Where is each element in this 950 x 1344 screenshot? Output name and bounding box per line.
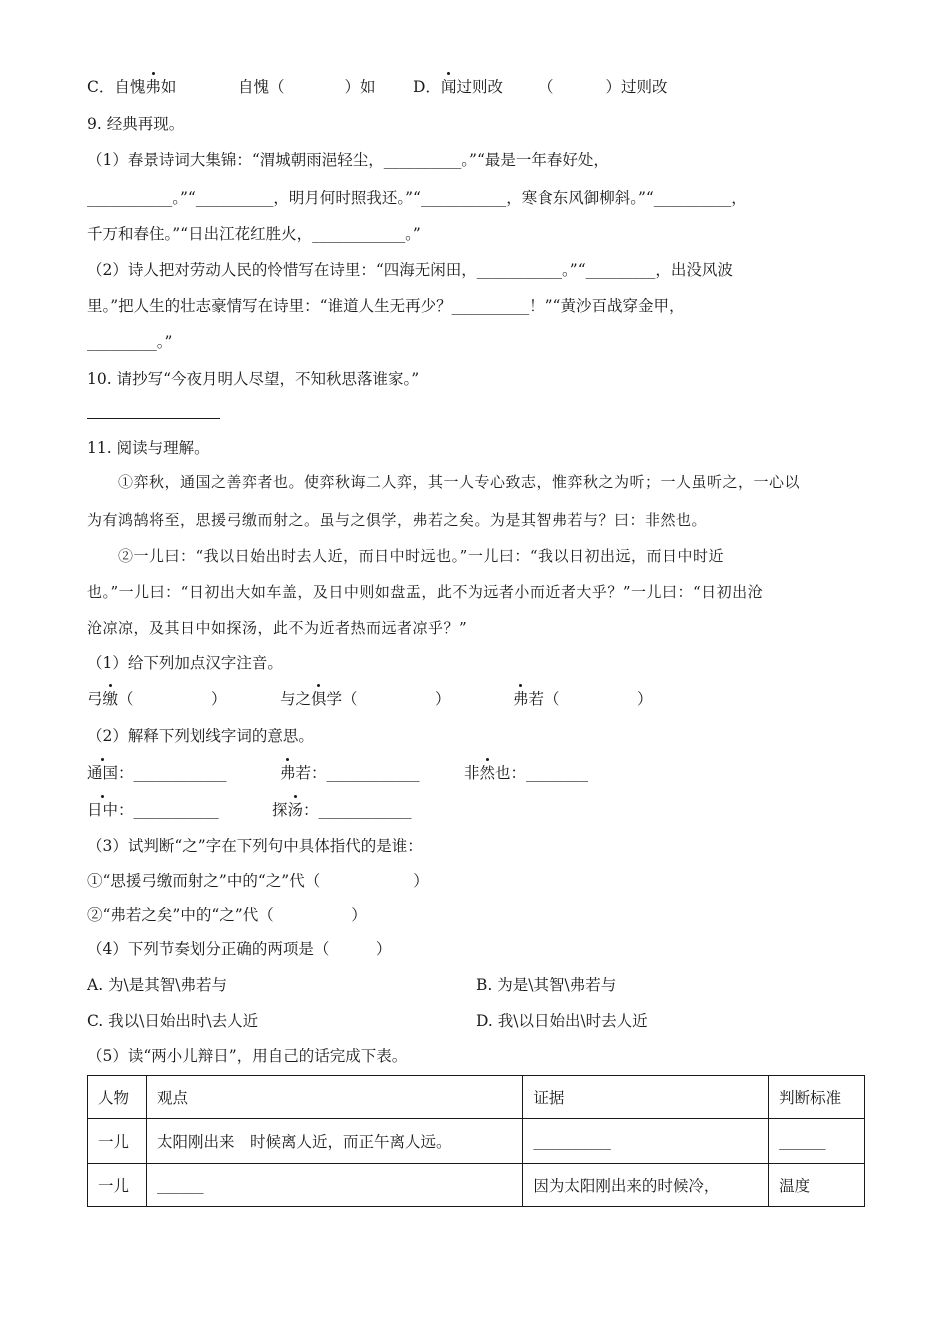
sub2-title: （2）解释下列划线字词的意思。 (87, 727, 314, 745)
q9-part1-line2[interactable]: ___________。”“__________，明月何时照我还。”“___________，寒食东风御柳斜。”“__________， (87, 189, 747, 207)
cell-person: 一儿 (88, 1119, 147, 1164)
table-header-row (88, 1076, 865, 1119)
cell-evidence-blank[interactable]: __________ (523, 1119, 769, 1164)
header-criterion: 判断标准 (769, 1076, 865, 1119)
sub1-item-b[interactable]: 与之俱学（ ） (280, 690, 451, 708)
sub4-option-b[interactable]: B. 为是\其智\弗若与 (476, 976, 617, 994)
sub4-title: （4）下列节奏划分正确的两项是（ ） (87, 940, 392, 958)
q9-part1-line3[interactable]: 千万和春住。”“日出江花红胜火，____________。” (87, 225, 421, 243)
q10-answer-line[interactable] (87, 418, 220, 419)
sub2-item-b[interactable]: 弗若：____________ (280, 764, 420, 782)
passage2-line3: 沧凉凉，及其日中如探汤，此不为近者热而远者凉乎？” (87, 619, 468, 637)
q10-title: 10. 请抄写“今夜月明人尽望，不知秋思落谁家。” (87, 370, 420, 388)
passage2-line1: ②一儿曰：“我以日始出时去人近，而日中时远也。”一儿曰：“我以日初出远，而日中时近 (118, 547, 725, 565)
sub5-title: （5）读“两小儿辩日”，用自己的话完成下表。 (87, 1047, 408, 1065)
sub1-item-c[interactable]: 弗若（ ） (513, 690, 653, 708)
header-viewpoint: 观点 (146, 1076, 522, 1119)
cell-viewpoint: 太阳刚出来 时候离人近，而正午离人远。 (146, 1119, 522, 1164)
sub3-item-a[interactable]: ①“思援弓缴而射之”中的“之”代（ ） (87, 872, 429, 890)
q8-option-c: C．自愧弗如 (87, 78, 177, 96)
sub4-option-a[interactable]: A. 为\是其智\弗若与 (87, 976, 227, 994)
cell-evidence: 因为太阳刚出来的时候冷， (523, 1164, 769, 1207)
passage1-line2: 为有鸿鹄将至，思援弓缴而射之。虽与之俱学，弗若之矣。为是其智弗若与？曰：非然也。 (87, 511, 708, 529)
q9-part1-line1[interactable]: （1）春景诗词大集锦：“渭城朝雨浥轻尘，__________。”“最是一年春好处， (87, 151, 609, 169)
debate-table (87, 1075, 865, 1207)
q9-part2-line2[interactable]: 里。”把人生的壮志豪情写在诗里：“谁道人生无再少？__________！”“黄沙百战穿金甲， (87, 297, 685, 315)
sub4-option-d[interactable]: D. 我\以日始出\时去人近 (476, 1012, 648, 1030)
cell-viewpoint-blank[interactable]: ______ (146, 1164, 522, 1207)
table-row (88, 1164, 865, 1207)
q8-option-c-blank[interactable]: 自愧（ ）如 (238, 78, 376, 96)
table-row (88, 1119, 865, 1164)
q9-part2-line1[interactable]: （2）诗人把对劳动人民的怜惜写在诗里：“四海无闲田，___________。”“_________，出没风波 (87, 261, 733, 279)
sub3-title: （3）试判断“之”字在下列句中具体指代的是谁： (87, 837, 423, 855)
sub4-option-c[interactable]: C. 我以\日始出时\去人近 (87, 1012, 259, 1030)
q8-option-d: D．闻过则改 (413, 78, 503, 96)
sub2-item-c[interactable]: 非然也：________ (464, 764, 589, 782)
sub3-item-b[interactable]: ②“弗若之矣”中的“之”代（ ） (87, 906, 367, 924)
cell-criterion: 温度 (769, 1164, 865, 1207)
cell-criterion-blank[interactable]: ______ (769, 1119, 865, 1164)
header-person: 人物 (88, 1076, 147, 1119)
sub1-title: （1）给下列加点汉字注音。 (87, 654, 283, 672)
cell-person: 一儿 (88, 1164, 147, 1207)
sub2-item-e[interactable]: 探汤：____________ (272, 801, 412, 819)
sub2-item-d[interactable]: 日中：___________ (87, 801, 219, 819)
sub2-item-a[interactable]: 通国：____________ (87, 764, 227, 782)
header-evidence: 证据 (523, 1076, 769, 1119)
q11-title: 11. 阅读与理解。 (87, 439, 210, 457)
sub1-item-a[interactable]: 弓缴（ ） (87, 690, 227, 708)
q8-option-d-blank[interactable]: （ ）过则改 (538, 78, 668, 96)
passage2-line2: 也。”一儿曰：“日初出大如车盖，及日中则如盘盂，此不为远者小而近者大乎？”一儿曰：“日初出沧 (87, 583, 764, 601)
passage1-line1: ①弈秋，通国之善弈者也。使弈秋诲二人弈，其一人专心致志，惟弈秋之为听；一人虽听之，一心以 (118, 473, 801, 491)
q9-title: 9. 经典再现。 (87, 115, 185, 133)
q9-part2-line3[interactable]: _________。” (87, 333, 173, 351)
